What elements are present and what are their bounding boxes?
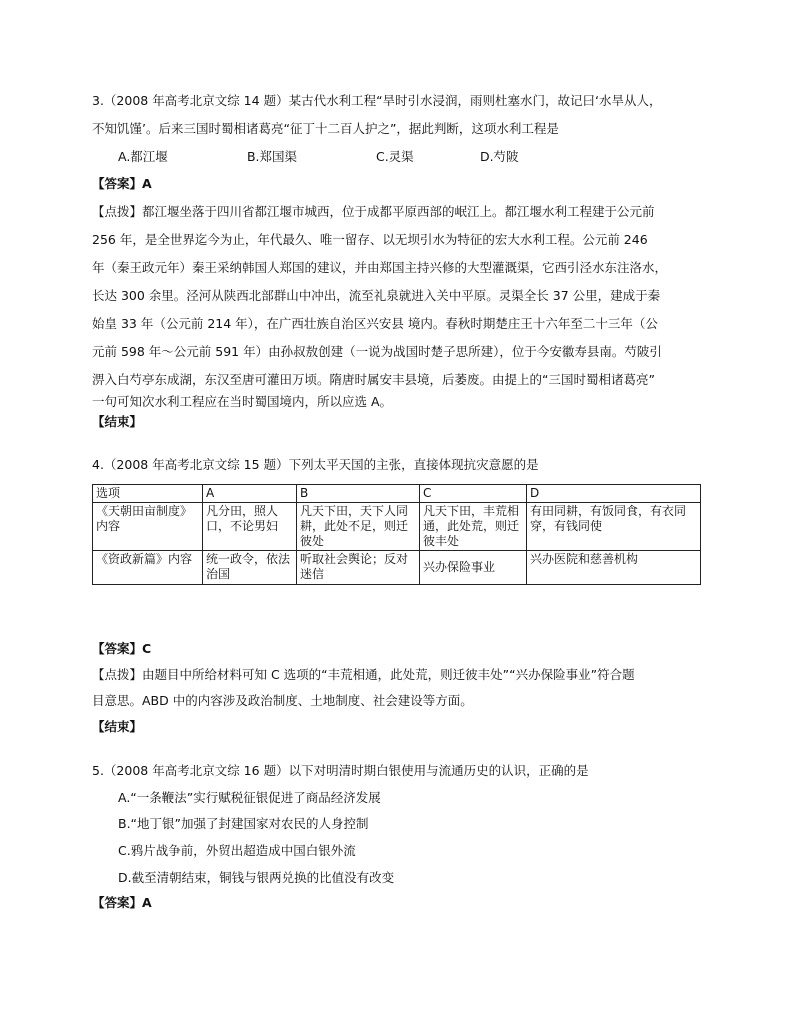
q5-option-a: A.“一条鞭法”实行赋税征银促进了商品经济发展 (118, 790, 381, 805)
table-cell: 听取社会舆论；反对迷信 (297, 551, 420, 585)
table-header-cell: B (297, 485, 420, 503)
table-cell: 兴办保险事业 (420, 551, 527, 585)
q5-option-d: D.截至清朝结束，铜钱与银两兑换的比值没有改变 (118, 870, 395, 885)
table-cell: 凡天下田，天下人同耕，此处不足，则迁彼处 (297, 503, 420, 551)
q3-explain-line-8: 一句可知次水利工程应在当时蜀国境内，所以应选 A。 (92, 394, 393, 409)
q5-option-b: B.“地丁银”加强了封建国家对农民的人身控制 (118, 816, 369, 831)
table-cell: 兴办医院和慈善机构 (527, 551, 701, 585)
q3-option-d: D.芍陂 (479, 149, 519, 164)
q4-table (92, 484, 701, 585)
table-cell: 《资政新篇》内容 (93, 551, 203, 585)
q4-stem: 4.（2008 年高考北京文综 15 题）下列太平天国的主张，直接体现抗灾意愿的是 (92, 457, 539, 472)
table-header-cell: A (203, 485, 297, 503)
table-header-cell: 选项 (93, 485, 203, 503)
q3-option-a: A.都江堰 (118, 149, 168, 164)
q3-answer: 【答案】A (92, 176, 152, 191)
q5-option-c: C.鸦片战争前，外贸出超造成中国白银外流 (118, 843, 356, 858)
q3-end-marker: 【结束】 (92, 414, 143, 429)
q3-explain-line-7: 淠入白芍亭东成湖，东汉至唐可灌田万顷。隋唐时属安丰县境，后萎废。由提上的“三国时蜀相诸葛亮” (92, 372, 655, 387)
q4-answer: 【答案】C (92, 641, 152, 656)
table-row (93, 551, 701, 585)
q3-explain-line-2: 256 年，是全世界迄今为止，年代最久、唯一留存、以无坝引水为特征的宏大水利工程。公元前 246 (92, 232, 648, 247)
table-cell: 统一政令，依法治国 (203, 551, 297, 585)
table-header-cell: D (527, 485, 701, 503)
table-cell: 有田同耕，有饭同食，有衣同穿，有钱同使 (527, 503, 701, 551)
q3-explain-line-6: 元前 598 年～公元前 591 年）由孙叔敖创建（一说为战国时楚子思所建），位于今安徽寿县南。芍陂引 (92, 344, 662, 359)
q4-end-marker: 【结束】 (92, 719, 143, 734)
q5-stem: 5.（2008 年高考北京文综 16 题）以下对明清时期白银使用与流通历史的认识，正确的是 (92, 763, 589, 778)
table-cell: 凡分田，照人口，不论男妇 (203, 503, 297, 551)
q3-stem-line-1: 3.（2008 年高考北京文综 14 题）某古代水利工程“旱时引水浸润，雨则杜塞水门，故记曰‘水旱从人， (92, 93, 662, 108)
q3-explain-line-3: 年（秦王政元年）秦王采纳韩国人郑国的建议，并由郑国主持兴修的大型灌溉渠，它西引泾水东注洛水， (92, 260, 668, 275)
q3-options (118, 148, 678, 166)
q5-answer: 【答案】A (92, 895, 152, 910)
q3-option-b: B.郑国渠 (246, 149, 298, 164)
q3-explain-line-1: 【点拨】都江堰坐落于四川省都江堰市城西，位于成都平原西部的岷江上。都江堰水利工程建于公元前 (92, 204, 655, 219)
table-row (93, 503, 701, 551)
q4-explain-line-1: 【点拨】由题目中所给材料可知 C 选项的“丰荒相通，此处荒，则迁彼丰处”“兴办保险事业”符合题 (92, 667, 635, 682)
q3-stem-line-2: 不知饥馑’。后来三国时蜀相诸葛亮“征丁十二百人护之”，据此判断，这项水利工程是 (92, 121, 559, 136)
q3-explain-line-4: 长达 300 余里。泾河从陕西北部群山中冲出，流至礼泉就进入关中平原。灵渠全长 37 公里，建成于秦 (92, 288, 661, 303)
q3-explain-line-5: 始皇 33 年（公元前 214 年），在广西壮族自治区兴安县 境内。春秋时期楚庄王十六年至二十三年（公 (92, 316, 658, 331)
table-cell: 凡天下田，丰荒相通，此处荒，则迁彼丰处 (420, 503, 527, 551)
table-header-cell: C (420, 485, 527, 503)
table-header-row (93, 485, 701, 503)
q3-option-c: C.灵渠 (375, 149, 414, 164)
table-cell: 《天朝田亩制度》内容 (93, 503, 203, 551)
q4-explain-line-2: 目意思。ABD 中的内容涉及政治制度、土地制度、社会建设等方面。 (92, 693, 473, 708)
